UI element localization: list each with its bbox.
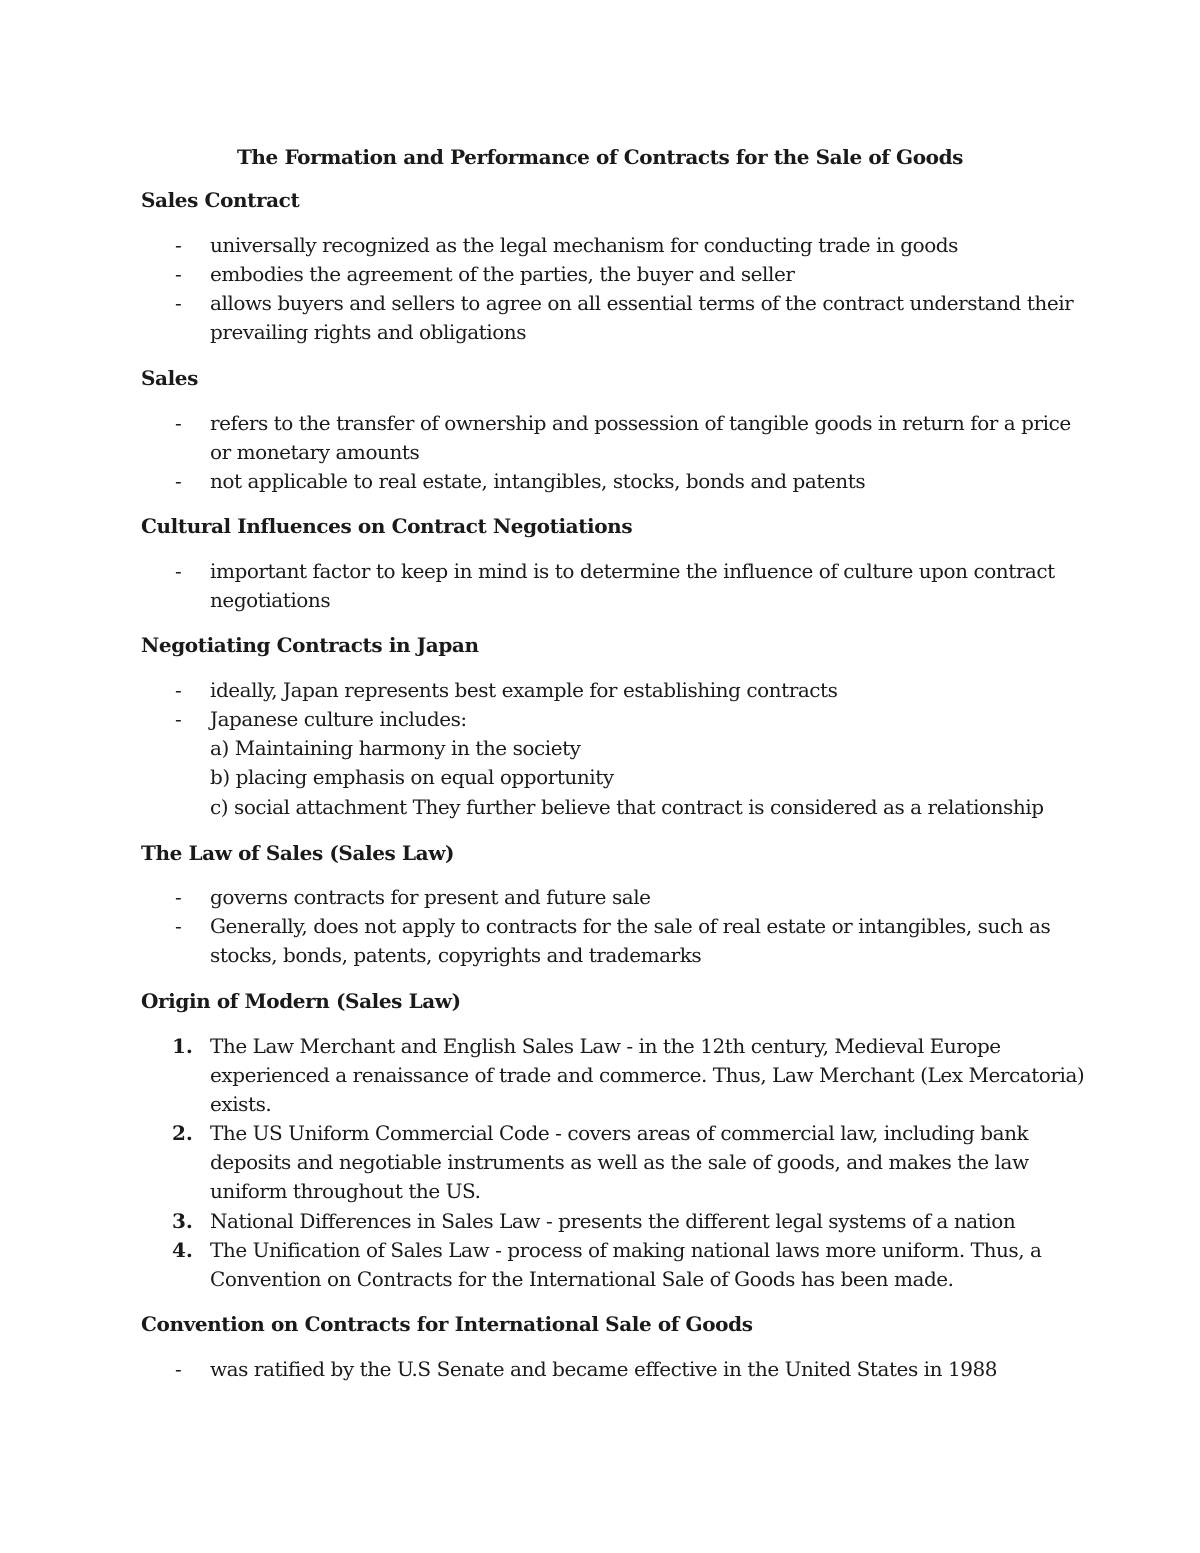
list-item-text: uniform throughout the US. [210,1179,481,1203]
list-item-text: experienced a renaissance of trade and commerce. Thus, Law Merchant (Lex Mercatoria) [210,1063,1085,1087]
list-item-text: embodies the agreement of the parties, the buyer and seller [210,262,795,286]
bullet-marker: - [175,233,182,257]
list-item-text: universally recognized as the legal mechanism for conducting trade in goods [210,233,958,257]
list-item-text: b) placing emphasis on equal opportunity [210,765,614,789]
section-heading: Cultural Influences on Contract Negotiations [141,514,633,538]
list-item-text: deposits and negotiable instruments as well as the sale of goods, and makes the law [210,1150,1029,1174]
list-item-text: not applicable to real estate, intangibles, stocks, bonds and patents [210,469,866,493]
list-item-text: ideally, Japan represents best example for establishing contracts [210,678,838,702]
list-item-text: The US Uniform Commercial Code - covers areas of commercial law, including bank [210,1121,1029,1145]
list-item-text: Generally, does not apply to contracts for the sale of real estate or intangibles, such as [210,914,1051,938]
list-item-text: stocks, bonds, patents, copyrights and trademarks [210,943,702,967]
bullet-marker: - [175,914,182,938]
list-item-text: prevailing rights and obligations [210,320,527,344]
list-item-text: refers to the transfer of ownership and possession of tangible goods in return for a price [210,411,1071,435]
list-number: 4. [172,1238,193,1262]
list-number: 1. [172,1034,193,1058]
document-title: The Formation and Performance of Contracts for the Sale of Goods [236,145,964,169]
list-item-text: exists. [210,1092,272,1116]
list-item-text: Japanese culture includes: [210,707,467,731]
list-item-text: was ratified by the U.S Senate and became effective in the United States in 1988 [210,1357,998,1381]
bullet-marker: - [175,707,182,731]
section-heading: Sales [141,366,198,390]
list-item-text: The Law Merchant and English Sales Law - in the 12th century, Medieval Europe [210,1034,1001,1058]
bullet-marker: - [175,291,182,315]
list-item-text: governs contracts for present and future sale [210,885,651,909]
list-item-text: The Unification of Sales Law - process of making national laws more uniform. Thus, a [210,1238,1042,1262]
list-item-text: c) social attachment They further believe that contract is considered as a relationship [210,795,1044,819]
section-heading: Negotiating Contracts in Japan [141,633,479,657]
list-item-text: Convention on Contracts for the International Sale of Goods has been made. [210,1267,954,1291]
section-heading: Origin of Modern (Sales Law) [141,989,461,1013]
list-item-text: negotiations [210,588,331,612]
section-heading: The Law of Sales (Sales Law) [141,841,455,865]
list-item-text: a) Maintaining harmony in the society [210,736,581,760]
list-number: 2. [172,1121,193,1145]
list-item-text: allows buyers and sellers to agree on all essential terms of the contract understand their [210,291,1074,315]
section-heading: Convention on Contracts for International Sale of Goods [141,1312,753,1336]
bullet-marker: - [175,559,182,583]
section-heading: Sales Contract [141,188,300,212]
list-item-text: or monetary amounts [210,440,420,464]
bullet-marker: - [175,262,182,286]
list-item-text: important factor to keep in mind is to determine the influence of culture upon contract [210,559,1055,583]
bullet-marker: - [175,469,182,493]
bullet-marker: - [175,411,182,435]
list-item-text: National Differences in Sales Law - presents the different legal systems of a nation [210,1209,1016,1233]
bullet-marker: - [175,1357,182,1381]
list-number: 3. [172,1209,193,1233]
bullet-marker: - [175,678,182,702]
bullet-marker: - [175,885,182,909]
